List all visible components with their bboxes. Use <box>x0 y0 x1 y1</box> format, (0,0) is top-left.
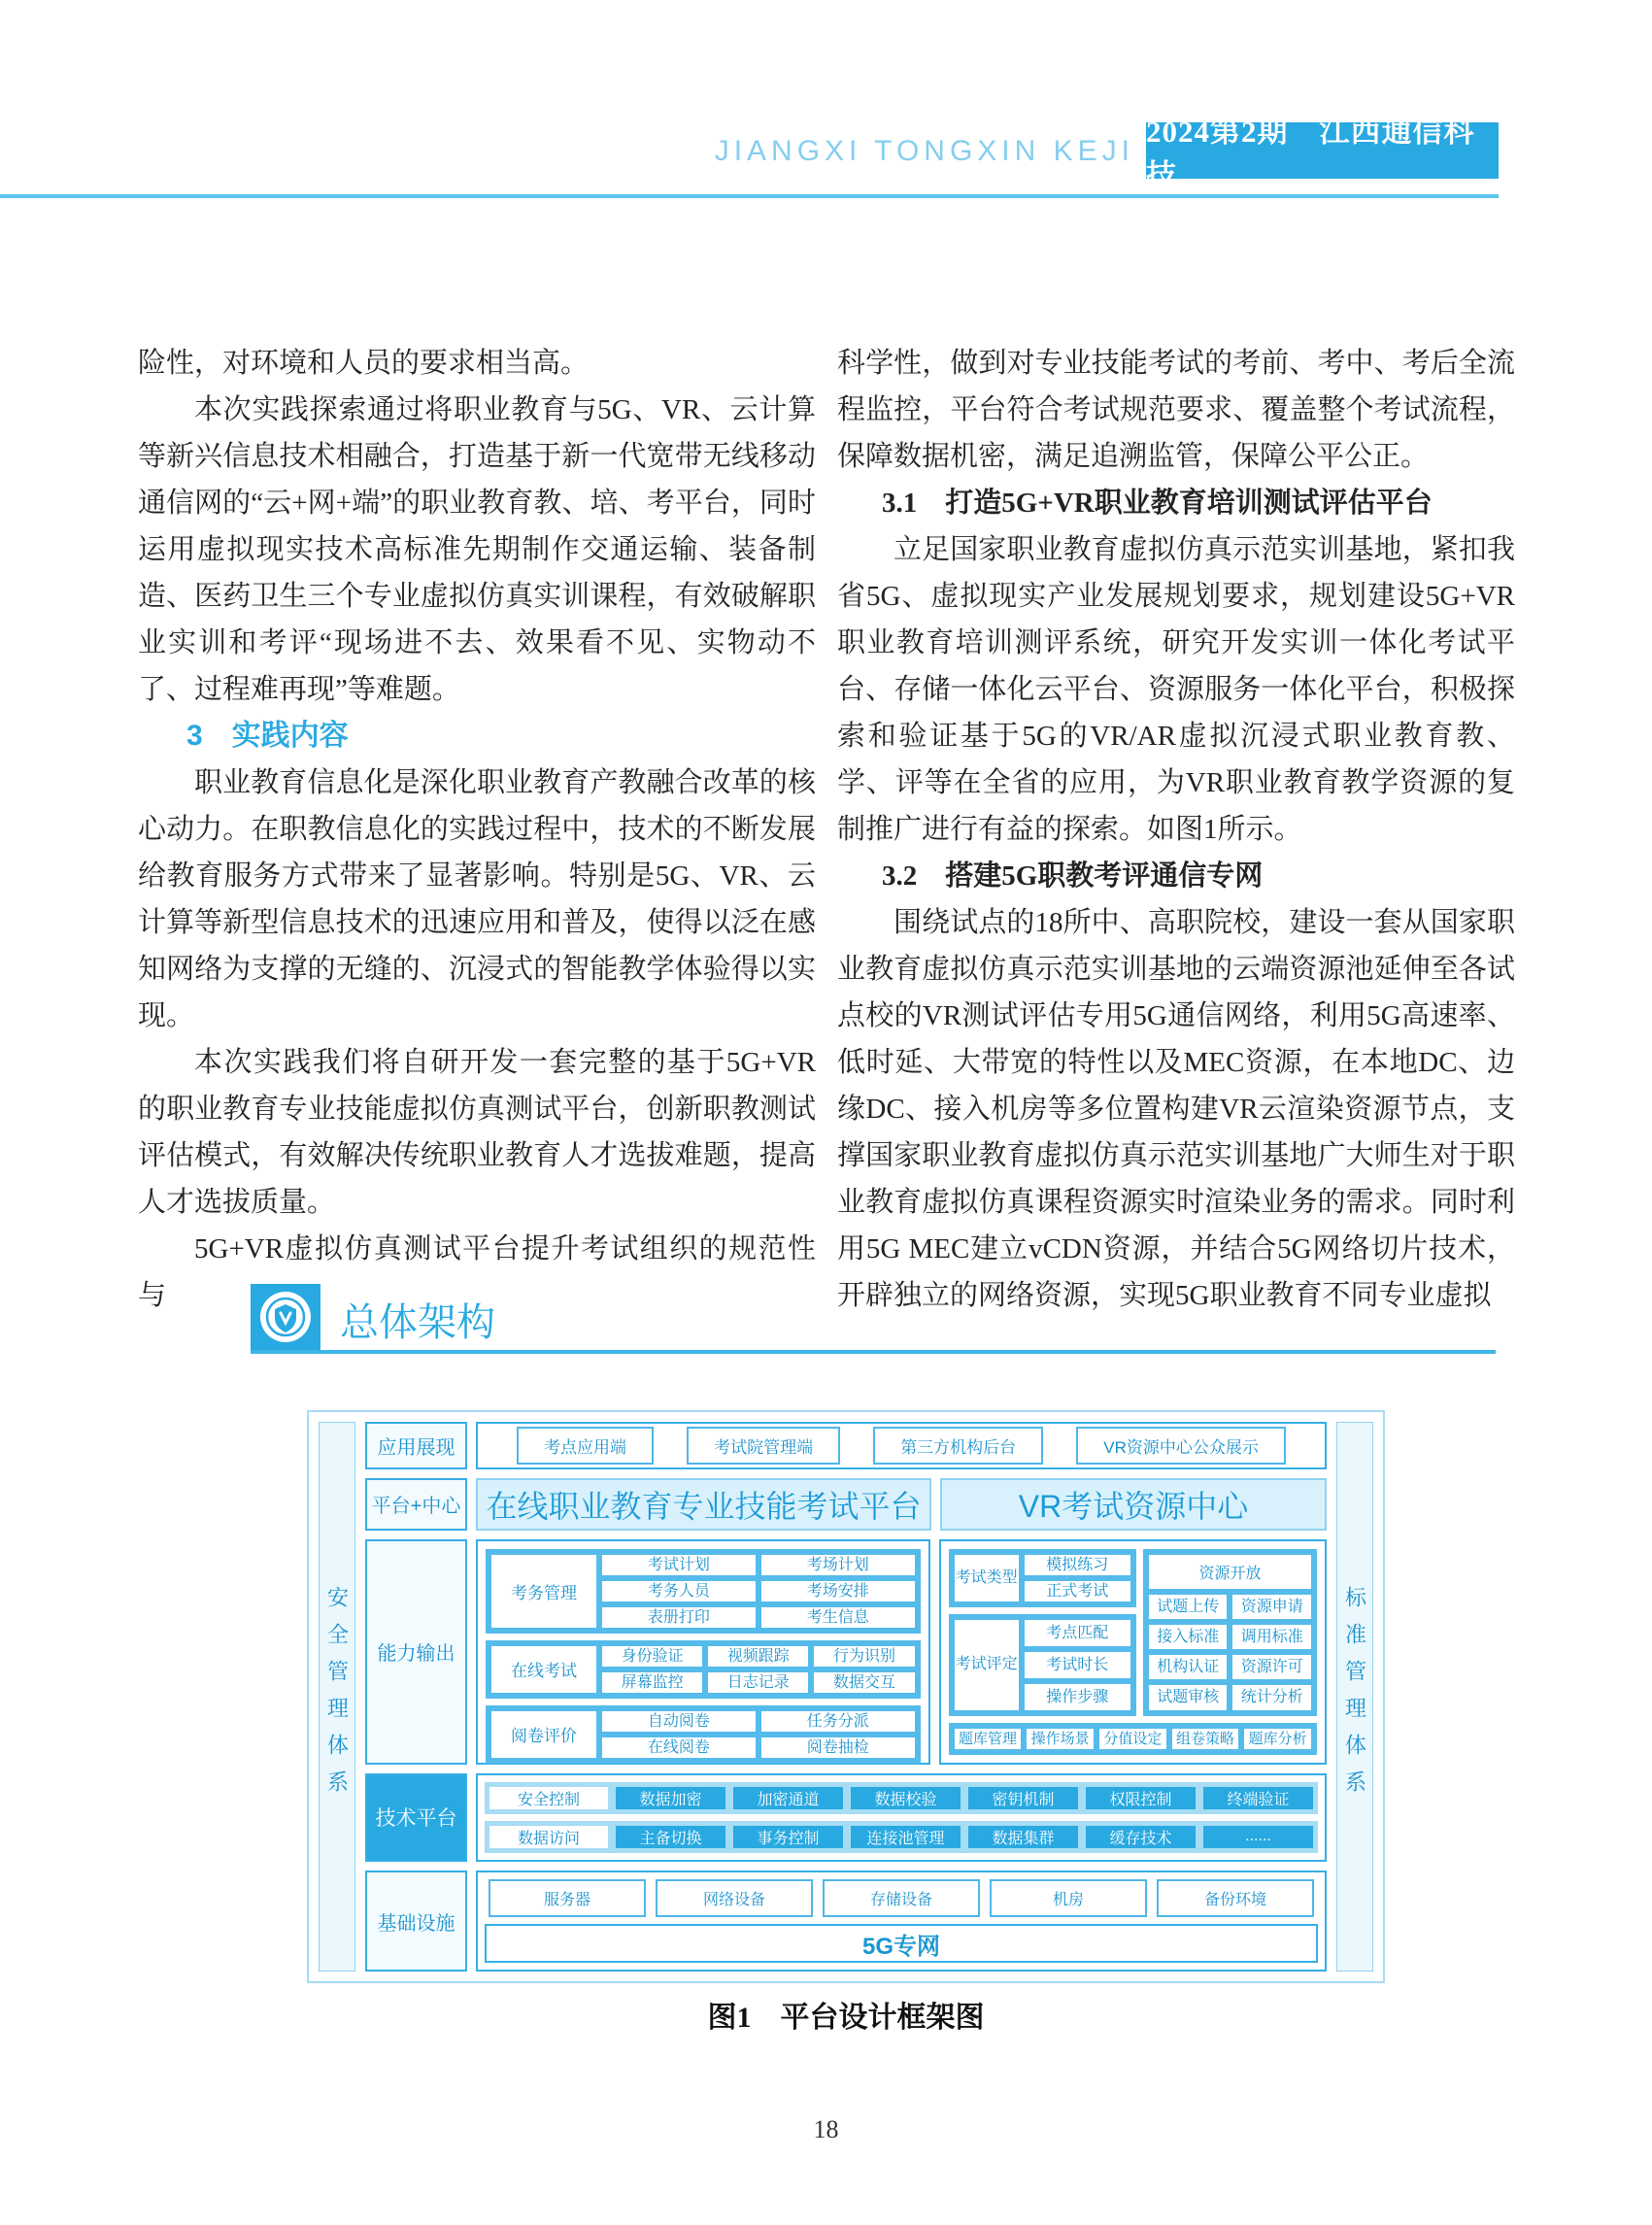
item: 缓存技术 <box>1086 1826 1196 1848</box>
group-head: 考试类型 <box>955 1555 1019 1601</box>
item: 调用标准 <box>1232 1625 1311 1649</box>
group-items <box>1025 1555 1130 1601</box>
group-items <box>1149 1595 1311 1710</box>
item: 操作步骤 <box>1025 1684 1130 1710</box>
subsection-heading: 3.2 搭建5G职教考评通信专网 <box>882 860 1264 892</box>
app-item: VR资源中心公众展示 <box>1076 1427 1286 1465</box>
paragraph: 职业教育信息化是深化职业教育产教融合改革的核心动力。在职教信息化的实践过程中，技术的不断发展给教育服务方式带来了显著影响。特别是5G、VR、云计算等新型信息技术的迅速应用和普及，使得以泛在感知网络为支撑的无缝的、沉浸式的智能教学体验得以实现。 <box>138 767 816 1031</box>
grading-group <box>486 1705 921 1764</box>
journal-pinyin-title: JIANGXI TONGXIN KEJI <box>714 135 1134 167</box>
item: 操作场景 <box>1027 1729 1094 1749</box>
page-number: 18 <box>813 2115 839 2143</box>
group-head: 在线考试 <box>491 1646 596 1693</box>
group-head: 考试评定 <box>955 1620 1019 1710</box>
item: 组卷策略 <box>1172 1729 1239 1749</box>
figure-caption: 图1 平台设计框架图 <box>707 2002 985 2034</box>
online-exam-group <box>486 1640 921 1699</box>
group-items <box>602 1646 915 1693</box>
application-items <box>476 1422 1327 1469</box>
paragraph: 5G+VR虚拟仿真测试平台提升考试组织的规范性与 <box>138 1233 816 1311</box>
app-item: 考点应用端 <box>517 1427 654 1465</box>
item: 备份环境 <box>1157 1879 1314 1917</box>
paragraph: 围绕试点的18所中、高职院校，建设一套从国家职业教育虚拟仿真示范实训基地的云端资源池延伸至各试点校的VR测试评估专用5G通信网络，利用5G高速率、低时延、大带宽的特性以及MEC资源，在本地DC、边缘DC、接入机房等多位置构建VR云渲染资源节点，支撑国家职业教育虚拟仿真示范实训基地广大师生对于职业教育虚拟仿真课程资源实时渲染业务的需求。同时利用5G MEC建立vCDN资源，并结合5G网络切片技术，开辟独立的网络资源，实现5G职业教育不同专业虚拟 <box>837 907 1515 1311</box>
exam-platform-header: 在线职业教育专业技能考试平台 <box>476 1478 931 1530</box>
item: 考试计划 <box>602 1555 756 1575</box>
group-head: 考务管理 <box>491 1555 596 1628</box>
architecture-banner <box>251 1282 1496 1356</box>
item: 权限控制 <box>1086 1787 1196 1809</box>
item: 自动阅卷 <box>602 1711 756 1732</box>
exam-evaluation-group <box>949 1614 1136 1716</box>
security-control-band <box>485 1782 1318 1814</box>
item: 视频跟踪 <box>708 1646 808 1667</box>
left-column <box>138 340 816 1319</box>
group-head: 资源开放 <box>1149 1555 1311 1589</box>
item: 考点匹配 <box>1025 1620 1130 1646</box>
row-label-platform-center: 平台+中心 <box>365 1478 467 1530</box>
vr-resource-panel <box>939 1539 1327 1765</box>
banner-title: 总体架构 <box>340 1301 495 1344</box>
data-access-band <box>485 1821 1318 1853</box>
item: 密钥机制 <box>968 1787 1078 1809</box>
item: 试题审核 <box>1149 1685 1228 1709</box>
question-bank-group <box>949 1723 1317 1755</box>
item: 考生信息 <box>761 1607 915 1628</box>
item: 资源申请 <box>1232 1595 1311 1619</box>
item: 网络设备 <box>656 1879 813 1917</box>
item: 加密通道 <box>733 1787 843 1809</box>
row-label-capability: 能力输出 <box>365 1539 467 1765</box>
item: 任务分派 <box>761 1711 915 1732</box>
item: 接入标准 <box>1149 1625 1228 1649</box>
platform-center-row <box>365 1478 1327 1530</box>
item: 行为识别 <box>814 1646 914 1667</box>
platform-architecture-diagram <box>307 1410 1385 1983</box>
item: 屏幕监控 <box>602 1672 702 1693</box>
app-item: 考试院管理端 <box>687 1427 840 1465</box>
band-head: 数据访问 <box>489 1826 608 1848</box>
exam-platform-panel <box>476 1539 930 1765</box>
item: 日志记录 <box>708 1672 808 1693</box>
item: 终端验证 <box>1203 1787 1313 1809</box>
item: 分值设定 <box>1099 1729 1166 1749</box>
item: 存储设备 <box>823 1879 980 1917</box>
item: 资源许可 <box>1232 1655 1311 1679</box>
5g-private-network-bar: 5G专网 <box>485 1924 1318 1963</box>
technical-panel <box>476 1773 1327 1863</box>
exam-management-group <box>486 1549 921 1634</box>
item: 题库管理 <box>955 1729 1022 1749</box>
section-heading: 3 实践内容 <box>186 720 349 752</box>
infrastructure-row <box>365 1871 1327 1972</box>
group-items <box>602 1555 915 1628</box>
vr-resource-center-header: VR考试资源中心 <box>940 1478 1327 1530</box>
diagram-center <box>365 1422 1327 1972</box>
item: 考场安排 <box>761 1581 915 1601</box>
infrastructure-items <box>485 1879 1318 1917</box>
item: 机构认证 <box>1149 1655 1228 1679</box>
application-row <box>365 1422 1327 1469</box>
subsection-heading: 3.1 打造5G+VR职业教育培训测试评估平台 <box>882 488 1433 519</box>
item: 主备切换 <box>616 1826 725 1848</box>
item: 事务控制 <box>733 1826 843 1848</box>
resource-open-group <box>1143 1549 1317 1716</box>
row-label-technical: 技术平台 <box>365 1773 467 1863</box>
group-items <box>602 1711 915 1758</box>
item: 连接池管理 <box>851 1826 961 1848</box>
paragraph: 险性，对环境和人员的要求相当高。 <box>138 348 590 379</box>
journal-logo-icon <box>251 1284 320 1350</box>
left-rail-security-system: 安全管理体系 <box>319 1422 355 1972</box>
item: 在线阅卷 <box>602 1737 756 1758</box>
item: 数据集群 <box>968 1826 1078 1848</box>
row-label-application: 应用展现 <box>365 1422 467 1469</box>
item: 数据加密 <box>616 1787 725 1809</box>
right-rail-standard-system: 标准管理体系 <box>1336 1422 1373 1972</box>
item: 试题上传 <box>1149 1595 1228 1619</box>
item: 数据交互 <box>814 1672 914 1693</box>
item: 正式考试 <box>1025 1581 1130 1601</box>
item: 模拟练习 <box>1025 1555 1130 1575</box>
paragraph: 科学性，做到对专业技能考试的考前、考中、考后全流程监控，平台符合考试规范要求、覆盖整个考试流程，保障数据机密，满足追溯监管，保障公平公正。 <box>837 348 1515 472</box>
app-item: 第三方机构后台 <box>873 1427 1043 1465</box>
item: 考试时长 <box>1025 1652 1130 1678</box>
infrastructure-panel <box>476 1871 1327 1972</box>
item: 题库分析 <box>1244 1729 1311 1749</box>
capability-row <box>365 1539 1327 1765</box>
item: 身份验证 <box>602 1646 702 1667</box>
item: 考场计划 <box>761 1555 915 1575</box>
item: 数据校验 <box>851 1787 961 1809</box>
item: 统计分析 <box>1232 1685 1311 1709</box>
item: 机房 <box>990 1879 1147 1917</box>
paragraph: 本次实践探索通过将职业教育与5G、VR、云计算等新兴信息技术相融合，打造基于新一代宽带无线移动通信网的“云+网+端”的职业教育教、培、考平台，同时运用虚拟现实技术高标准先期制作交通运输、装备制造、医药卫生三个专业虚拟仿真实训课程，有效破解职业实训和考评“现场进不去、效果看不见、实物动不了、过程难再现”等难题。 <box>138 394 816 705</box>
right-column <box>837 340 1515 1319</box>
group-items <box>1025 1620 1130 1710</box>
item: 服务器 <box>489 1879 646 1917</box>
issue-badge: 2024第2期 江西通信科技 <box>1146 122 1499 179</box>
item: 阅卷抽检 <box>761 1737 915 1758</box>
header-rule <box>0 194 1499 198</box>
banner-rule <box>251 1350 1496 1354</box>
band-head: 安全控制 <box>489 1787 608 1809</box>
technical-platform-row <box>365 1773 1327 1863</box>
item: ...... <box>1203 1826 1313 1848</box>
exam-type-group <box>949 1549 1136 1607</box>
paragraph: 立足国家职业教育虚拟仿真示范实训基地，紧扣我省5G、虚拟现实产业发展规划要求，规划建设5G+VR职业教育培训测评系统，研究开发实训一体化考试平台、存储一体化云平台、资源服务一体化平台，积极探索和验证基于5G的VR/AR虚拟沉浸式职业教育教、学、评等在全省的应用，为VR职业教育教学资源的复制推广进行有益的探索。如图1所示。 <box>837 534 1515 845</box>
paragraph: 本次实践我们将自研开发一套完整的基于5G+VR的职业教育专业技能虚拟仿真测试平台，创新职教测试评估模式，有效解决传统职业教育人才选拔难题，提高人才选拔质量。 <box>138 1047 816 1218</box>
group-head: 阅卷评价 <box>491 1711 596 1758</box>
item: 表册打印 <box>602 1607 756 1628</box>
row-label-infrastructure: 基础设施 <box>365 1871 467 1972</box>
item: 考务人员 <box>602 1581 756 1601</box>
